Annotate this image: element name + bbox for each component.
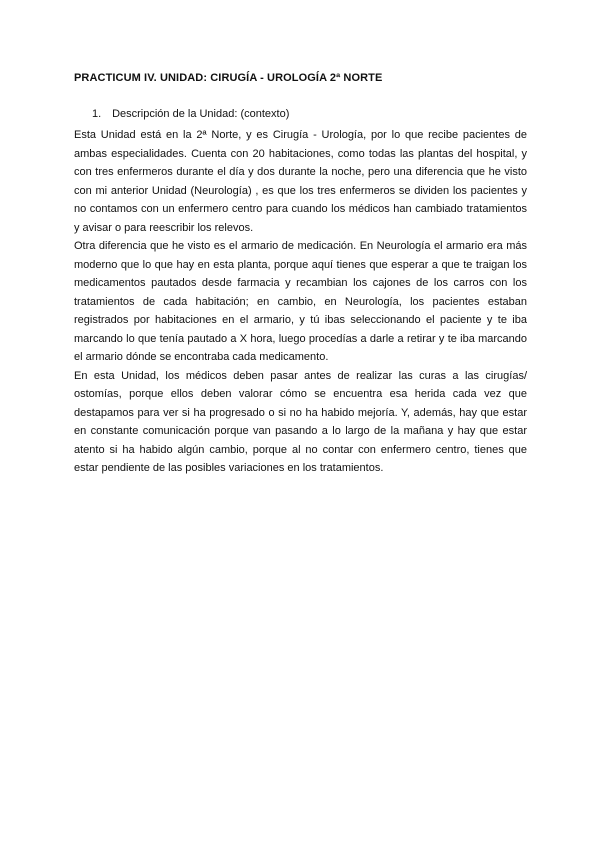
section-heading-text: Descripción de la Unidad: (contexto) xyxy=(112,108,290,120)
paragraph-2: Otra diferencia que he visto es el armario de medicación. En Neurología el armario era más moderno que lo que hay en esta planta, porque aquí tienes que esperar a que te traigan los medicamentos pautados desde farmacia y recambian los cajones de los carros con los tratamientos de cada habitación; en cambio, en Neurología, los pacientes estaban registrados por habitaciones en el armario, y tú ibas seleccionando el paciente y te iba marcando lo que tenía pautado a X hora, luego procedías a darle a retirar y te iba marcando el armario dónde se encontraba cada medicamento. xyxy=(74,240,527,363)
section-heading xyxy=(92,108,532,120)
paragraph-3: En esta Unidad, los médicos deben pasar antes de realizar las curas a las cirugías/ ostomías, porque ellos deben valorar cómo se encuentra esa herida cada vez que destapamos para ver si ha progresado o si no ha habido mejoría. Y, además, hay que estar en constante comunicación porque van pasando a lo largo de la mañana y hay que estar atento si ha habido algún cambio, porque al no contar con enfermero centro, tienes que estar pendiente de las posibles variaciones en los tratamientos. xyxy=(74,369,527,474)
paragraph-1: Esta Unidad está en la 2ª Norte, y es Cirugía - Urología, por lo que recibe pacientes de ambas especialidades. Cuenta con 20 habitaciones, como todas las plantas del hospital, y con tres enfermeros durante el día y dos durante la noche, pero una diferencia que he visto con mi anterior Unidad (Neurología) , es que los tres enfermeros se dividen los pacientes y no contamos con un enfermero centro para cuando los médicos han cambiado tratamientos y avisar o para reescribir los relevos. xyxy=(74,129,527,234)
document-title: PRACTICUM IV. UNIDAD: CIRUGÍA - UROLOGÍA 2ª NORTE xyxy=(74,72,383,84)
section-number: 1. xyxy=(92,108,102,120)
body-text xyxy=(74,126,527,478)
